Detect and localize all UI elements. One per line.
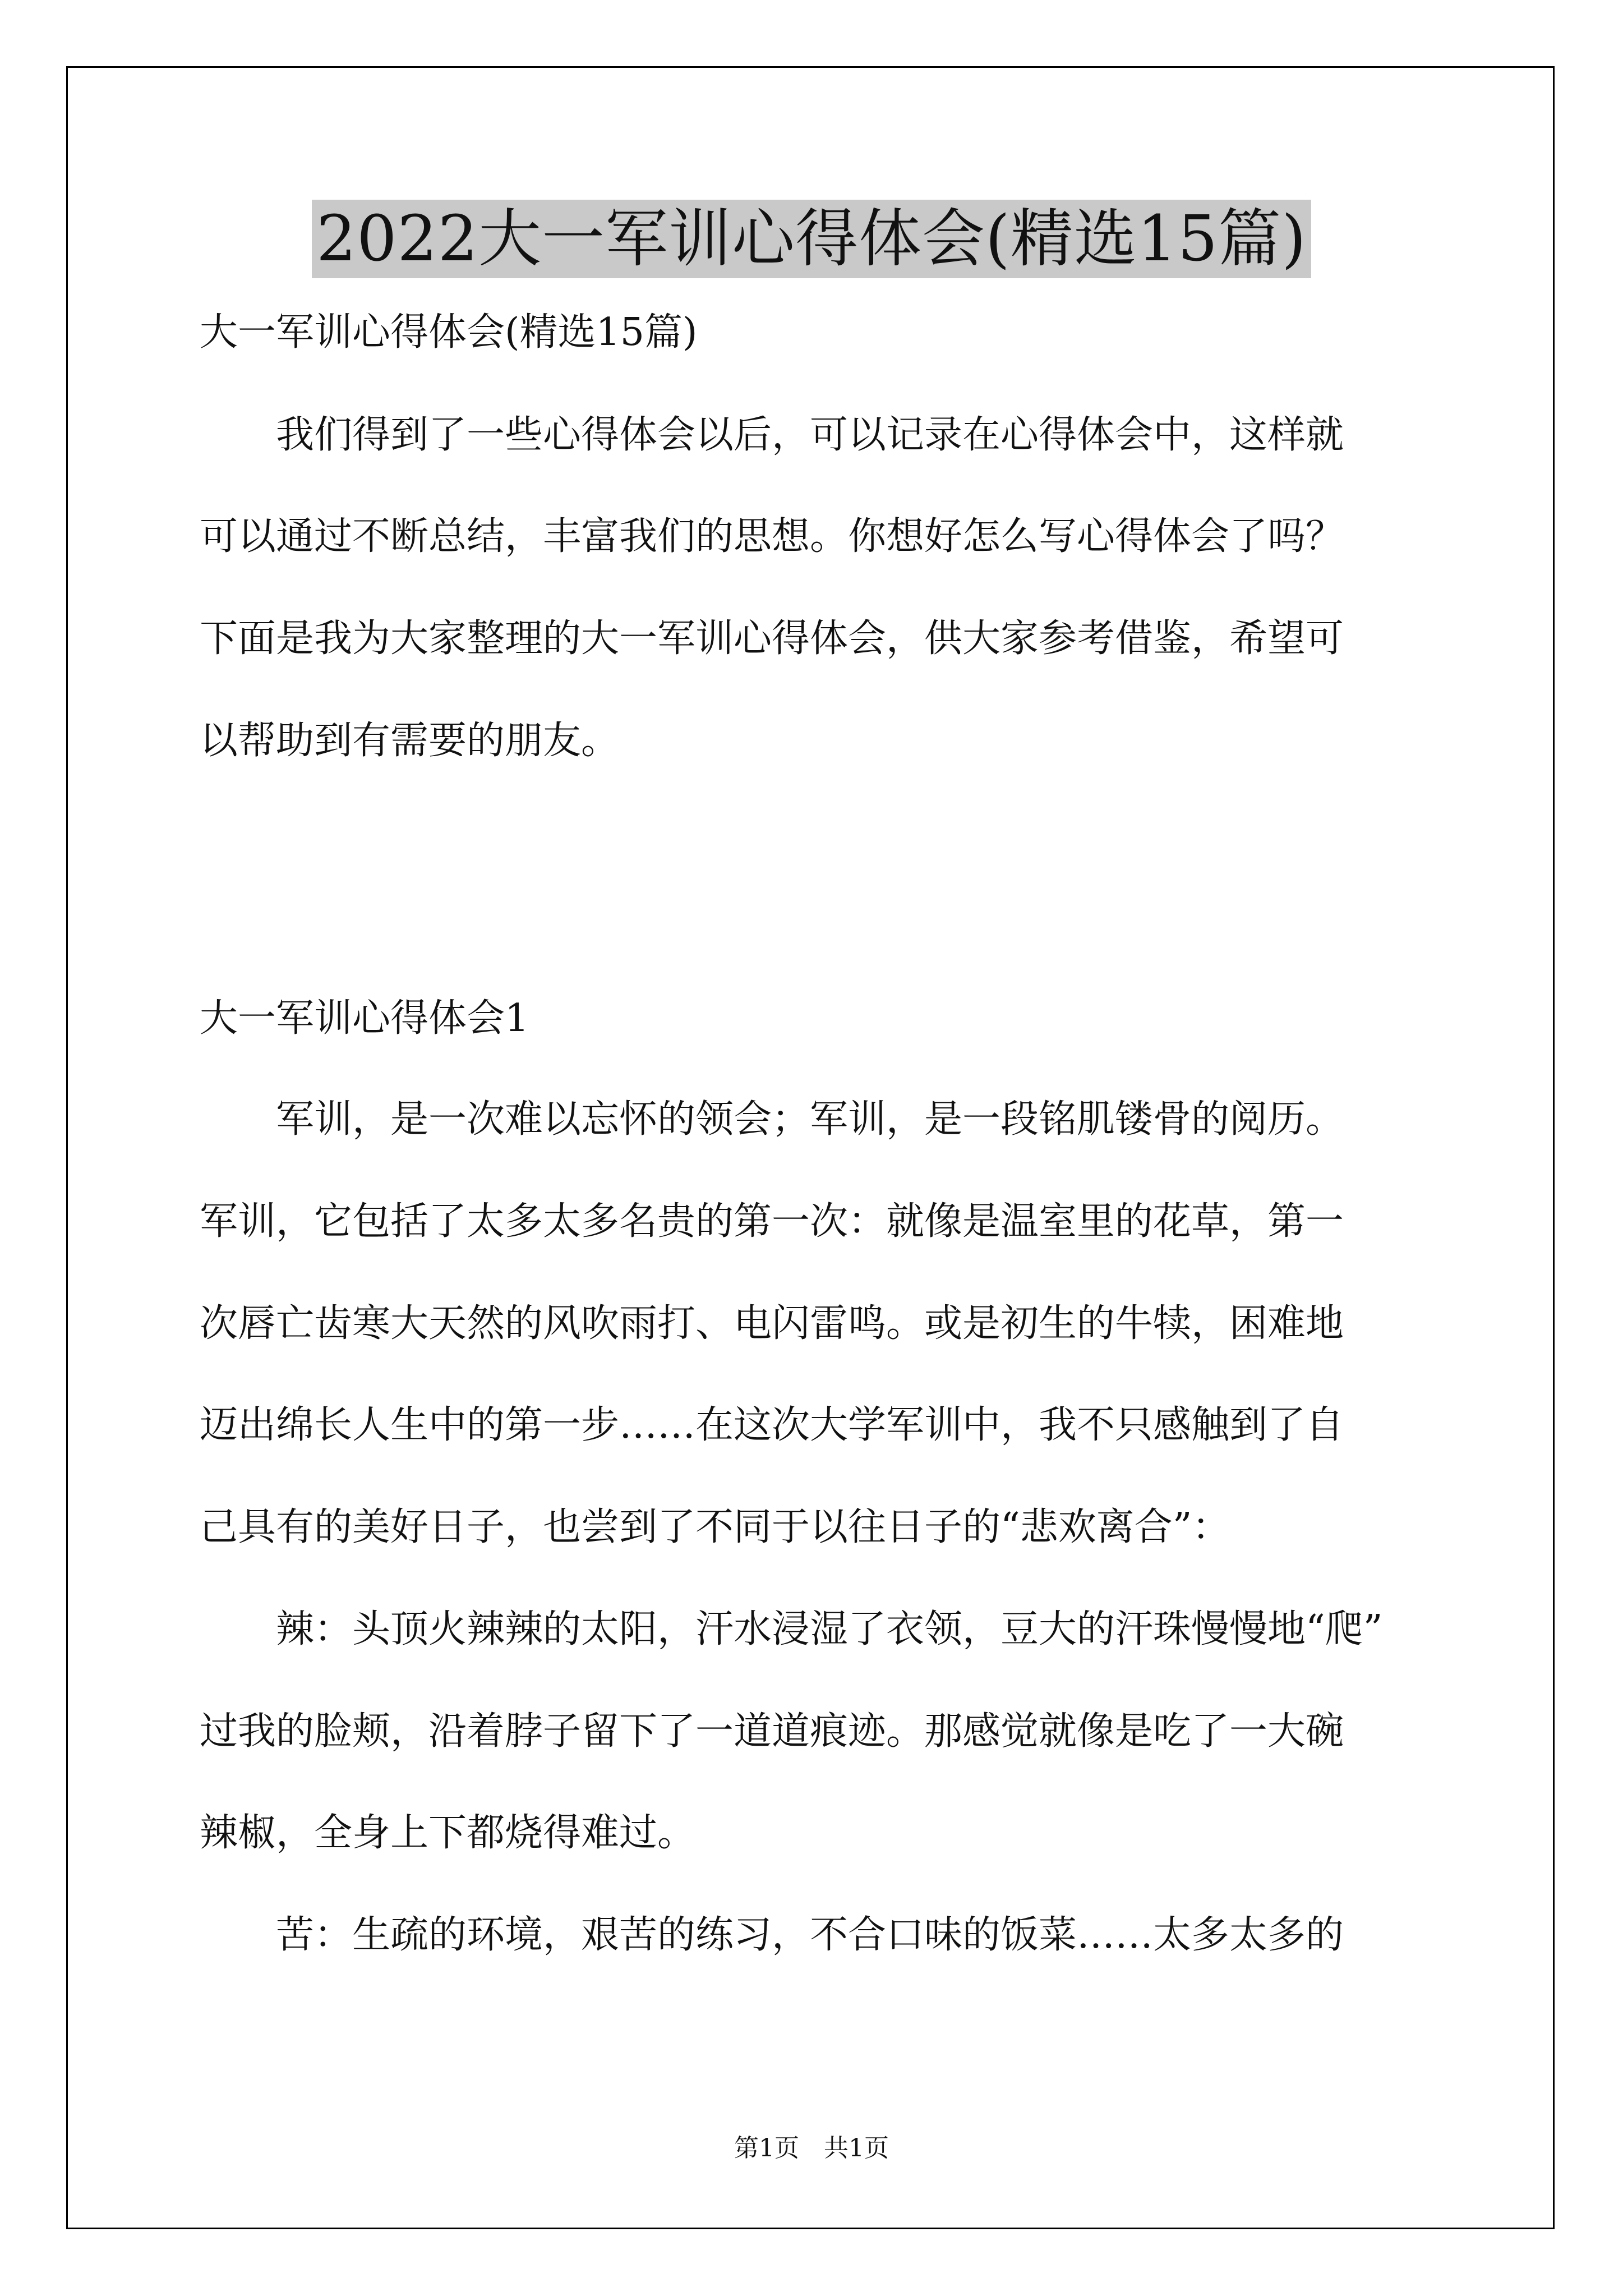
page-border	[66, 66, 1555, 2229]
paragraph-line: 军训，是一次难以忘怀的领会；军训，是一段铭肌镂骨的阅历。	[200, 1097, 1344, 1142]
paragraph-line: 迈出绵长人生中的第一步……在这次大学军训中，我不只感触到了自	[200, 1403, 1344, 1447]
paragraph-line: 军训，它包括了太多太多名贵的第一次：就像是温室里的花草，第一	[200, 1199, 1344, 1244]
subtitle-line: 大一军训心得体会(精选15篇)	[200, 310, 698, 355]
paragraph-line: 次唇亡齿寒大天然的风吹雨打、电闪雷鸣。或是初生的牛犊，困难地	[200, 1301, 1344, 1346]
paragraph-line: 以帮助到有需要的朋友。	[200, 719, 620, 763]
paragraph-line: 过我的脸颊，沿着脖子留下了一道道痕迹。那感觉就像是吃了一大碗	[200, 1709, 1344, 1754]
paragraph-line: 可以通过不断总结，丰富我们的思想。你想好怎么写心得体会了吗？	[200, 514, 1344, 559]
document-title: 2022大一军训心得体会(精选15篇)	[312, 200, 1311, 278]
paragraph-line: 辣椒，全身上下都烧得难过。	[200, 1811, 696, 1855]
paragraph-line: 己具有的美好日子，也尝到了不同于以往日子的“悲欢离合”：	[200, 1505, 1230, 1549]
section-heading: 大一军训心得体会1	[200, 996, 529, 1041]
paragraph-line: 苦：生疏的环境，艰苦的练习，不合口味的饭菜……太多太多的	[200, 1913, 1344, 1957]
paragraph-line: 下面是我为大家整理的大一军训心得体会，供大家参考借鉴，希望可	[200, 616, 1344, 661]
paragraph-line: 我们得到了一些心得体会以后，可以记录在心得体会中，这样就	[200, 413, 1344, 457]
page-footer: 第1页 共1页	[734, 2134, 889, 2162]
paragraph-line: 辣：头顶火辣辣的太阳，汗水浸湿了衣领，豆大的汗珠慢慢地“爬”	[200, 1607, 1383, 1651]
title-container	[0, 200, 1623, 278]
